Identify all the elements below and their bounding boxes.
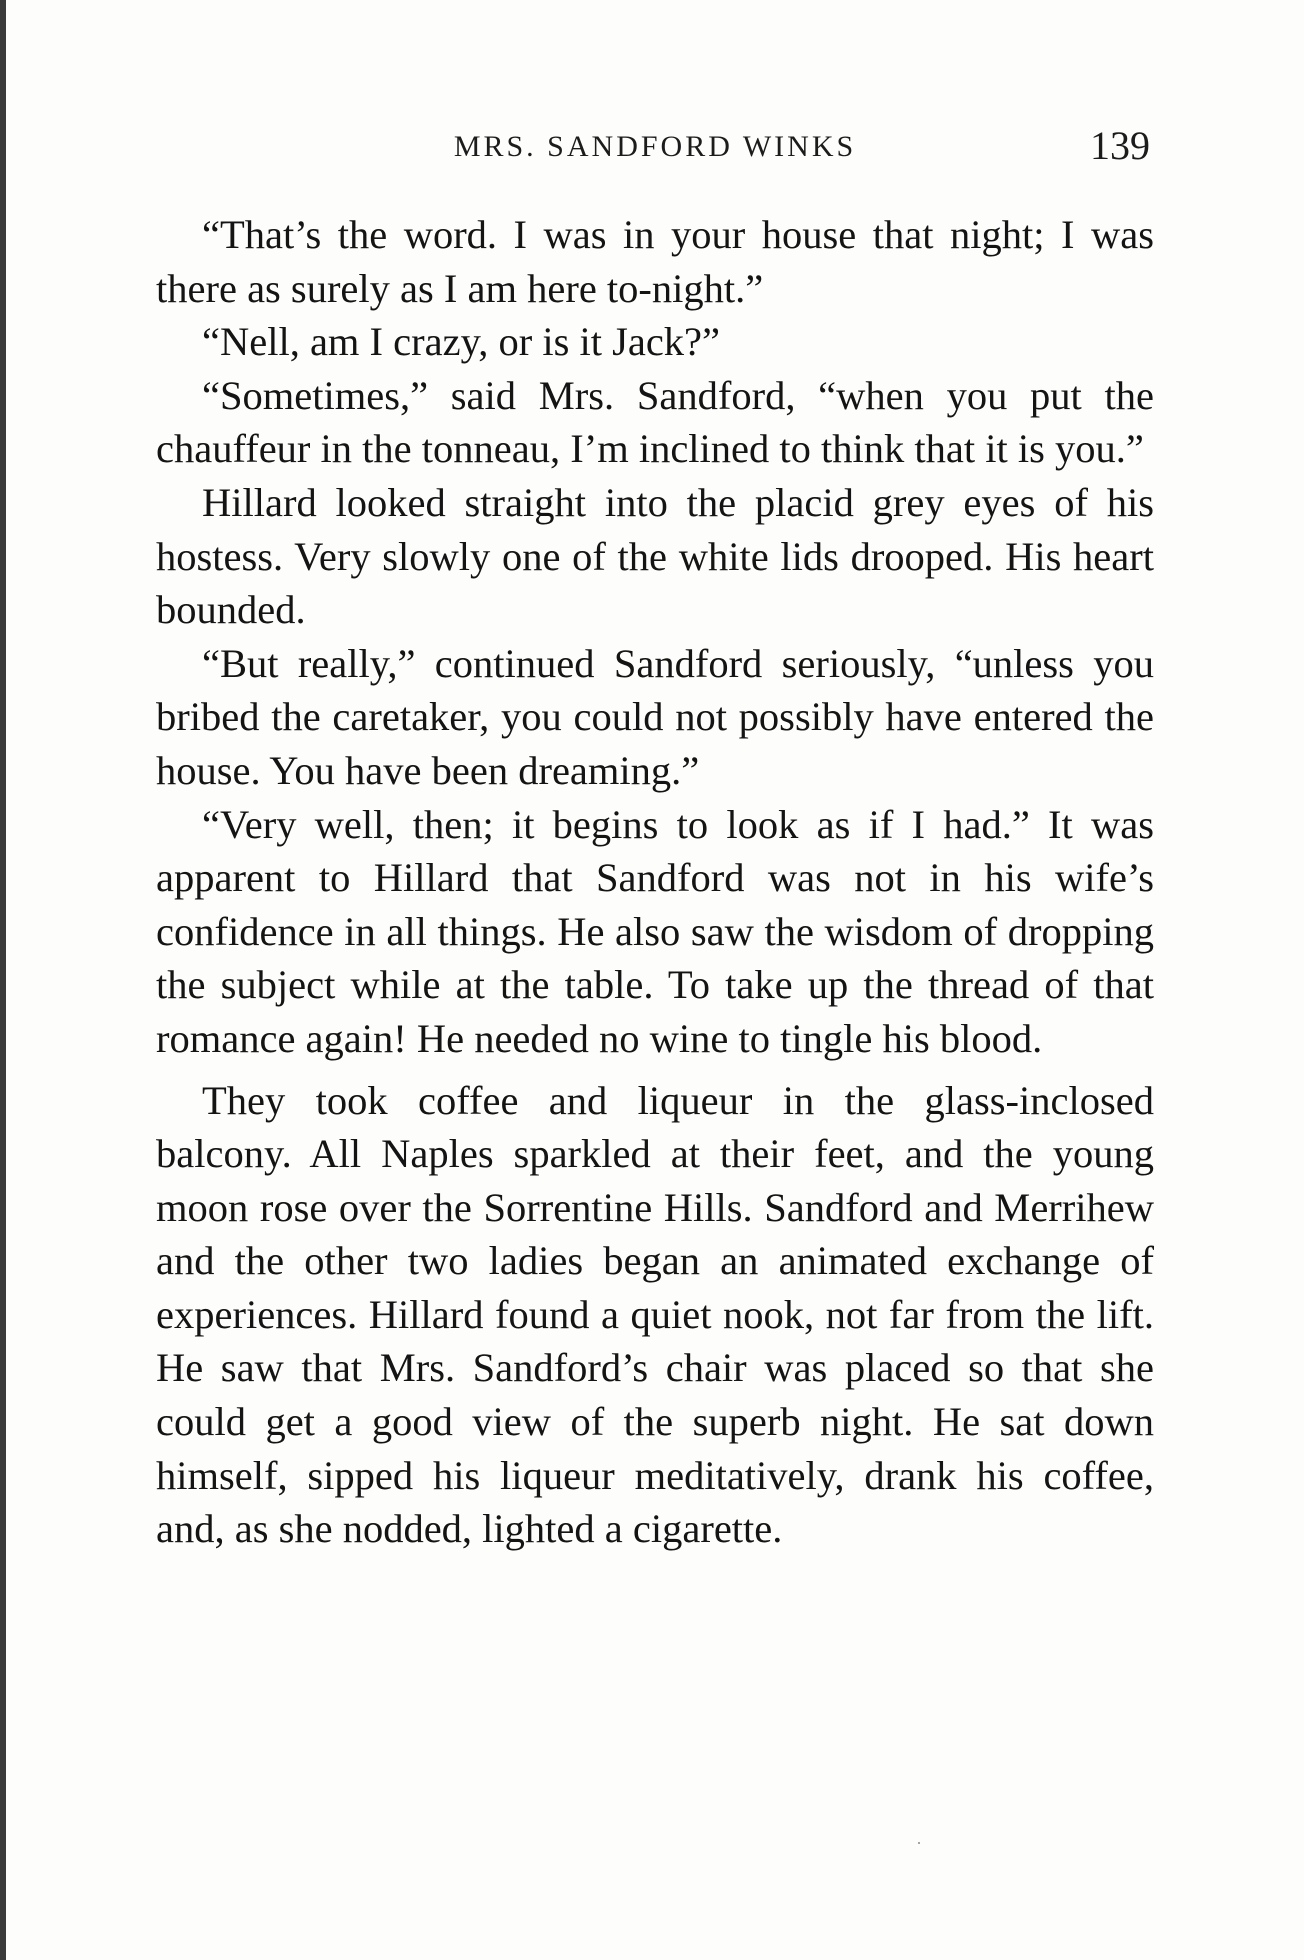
body-text bbox=[156, 208, 1154, 1556]
page-binding-edge bbox=[0, 0, 6, 1960]
paragraph-3: “Sometimes,” said Mrs. Sandford, “when you put the chauffeur in the tonneau, I’m inclined to think that it is you.” bbox=[156, 372, 1154, 472]
paragraph-4: Hillard looked straight into the placid grey eyes of his hostess. Very slowly one of the white lids drooped. His heart bounded. bbox=[156, 479, 1154, 633]
paragraph-2: “Nell, am I crazy, or is it Jack?” bbox=[202, 319, 720, 365]
running-title: MRS. SANDFORD WINKS bbox=[453, 130, 857, 163]
page-number: 139 bbox=[1090, 123, 1150, 168]
paragraph-6: “Very well, then; it begins to look as if I had.” It was apparent to Hillard that Sandford was not in his wife’s confidence in all things. He also saw the wisdom of dropping the subject while at the table. To take up the thread of that romance again! He needed no wine to tingle his blood. bbox=[156, 801, 1154, 1061]
paragraph-1: “That’s the word. I was in your house that night; I was there as surely as I am here to-night.” bbox=[156, 212, 1154, 311]
paragraph-5: “But really,” continued Sandford seriously, “unless you bribed the caretaker, you could not possibly have entered the house. You have been dreaming.” bbox=[156, 640, 1154, 793]
page-header bbox=[160, 123, 1150, 180]
paragraph-7: They took coffee and liqueur in the glass-inclosed balcony. All Naples sparkled at their feet, and the young moon rose over the Sorrentine Hills. Sandford and Merrihew and the other two ladies began an animated exchange of experiences. Hillard found a quiet nook, not far from the lift. He saw that Mrs. Sandford’s chair was placed so that she could get a good view of the superb night. He sat down himself, sipped his liqueur meditatively, drank his coffee, and, as she nodded, lighted a cigarette. bbox=[156, 1077, 1154, 1552]
paper-speck bbox=[918, 1842, 920, 1844]
